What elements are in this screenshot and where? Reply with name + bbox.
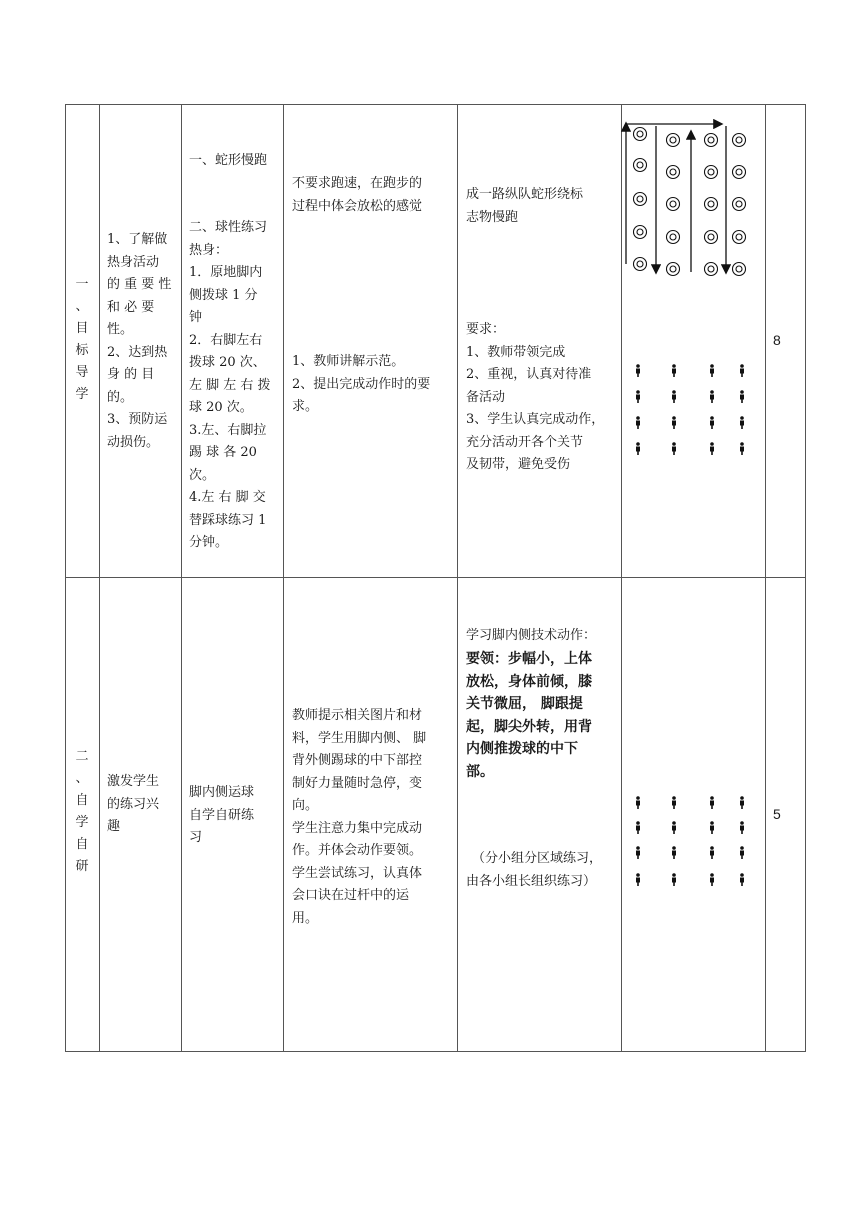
- col-border: [457, 104, 458, 1052]
- cone-marker-icon: [634, 226, 647, 239]
- student-figure-icon: [710, 442, 714, 455]
- student-figures: [636, 796, 744, 886]
- student-figure-icon: [636, 796, 640, 809]
- cone-marker-icon: [733, 263, 746, 276]
- student-text-1-top: 成一路纵队蛇形绕标 志物慢跑: [466, 187, 584, 225]
- student-figure-icon: [672, 416, 676, 429]
- cone-marker-icon: [667, 166, 680, 179]
- col-border: [283, 104, 284, 1052]
- cone-marker-icon: [667, 134, 680, 147]
- time-minutes-1: 8: [773, 332, 781, 348]
- goal-text-1: 1、了解做 热身活动 的 重 要 性 和 必 要 性。 2、达到热 身 的 目 的。 3、预防运 动损伤。: [107, 232, 172, 450]
- student-figure-icon: [636, 821, 640, 834]
- student-figure-icon: [740, 364, 744, 377]
- cone-marker-icon: [705, 134, 718, 147]
- cone-marker-icon: [733, 198, 746, 211]
- student-figure-icon: [740, 442, 744, 455]
- student-figure-icon: [636, 442, 640, 455]
- student-figure-icon: [672, 846, 676, 859]
- table-bottom-border: [65, 1051, 806, 1052]
- student-figure-icon: [672, 442, 676, 455]
- teacher-text-1-top: 不要求跑速，在跑步的 过程中体会放松的感觉: [292, 176, 423, 214]
- student-figure-icon: [672, 796, 676, 809]
- student-figure-icon: [740, 416, 744, 429]
- student-figure-icon: [740, 846, 744, 859]
- cone-marker-icon: [705, 166, 718, 179]
- student-intro-2: 学习脚内侧技术动作：: [466, 628, 597, 643]
- student-figure-icon: [740, 796, 744, 809]
- cone-marker-icon: [667, 198, 680, 211]
- student-figure-icon: [710, 873, 714, 886]
- content-title-snake-run: 一、蛇形慢跑: [189, 153, 268, 168]
- cone-marker-icon: [634, 193, 647, 206]
- cone-marker-icon: [733, 134, 746, 147]
- student-figure-icon: [636, 846, 640, 859]
- student-figure-icon: [636, 364, 640, 377]
- student-figure-icon: [710, 390, 714, 403]
- cone-marker-icon: [634, 128, 647, 141]
- student-figure-icon: [740, 390, 744, 403]
- student-figure-icon: [710, 364, 714, 377]
- cone-marker-icon: [705, 263, 718, 276]
- content-ball-practice: 二、球性练习 热身： 1．原地脚内 侧拨球 1 分 钟 2．右脚左右 拨球 20 次、 左 脚 左 右 拨 球 20 次。 3.左、右脚拉 踢 球 各 20 次。 4.左 右 脚 交 替踩球练习 1 分钟。: [189, 220, 271, 550]
- col-border: [181, 104, 182, 1052]
- snake-run-diagram: [621, 104, 765, 577]
- col-border: [765, 104, 766, 1052]
- cone-marker-icon: [705, 198, 718, 211]
- student-figure-icon: [672, 390, 676, 403]
- col-border: [99, 104, 100, 1052]
- student-figure-icon: [740, 873, 744, 886]
- student-figures: [636, 364, 744, 455]
- student-figure-icon: [710, 821, 714, 834]
- cone-marker-icon: [705, 231, 718, 244]
- cone-marker-icon: [634, 159, 647, 172]
- cone-marker-icon: [667, 263, 680, 276]
- student-requirements-1: 要求： 1、教师带领完成 2、重视，认真对待准 备活动 3、学生认真完成动作， 充分活动开各个关节 及韧带，避免受伤: [466, 322, 605, 472]
- student-figure-icon: [710, 846, 714, 859]
- student-figure-icon: [740, 821, 744, 834]
- student-note-2: （分小组分区域练习， 由各小组长组织练习）: [466, 851, 603, 889]
- student-figure-icon: [672, 873, 676, 886]
- cone-marker-icon: [733, 166, 746, 179]
- cone-marker-icon: [634, 258, 647, 271]
- student-key-points-2: 要领：步幅小，上体 放松，身体前倾，膝 关节微屈， 脚跟提 起，脚尖外转，用背 内侧推拨球的中下 部。: [466, 651, 592, 780]
- cone-marker-icon: [667, 231, 680, 244]
- group-formation-diagram: [621, 578, 765, 1050]
- goal-text-2: 激发学生 的练习兴 趣: [107, 774, 160, 834]
- col-border: [805, 104, 806, 1052]
- cone-marker-icon: [733, 231, 746, 244]
- student-figure-icon: [672, 821, 676, 834]
- time-minutes-2: 5: [773, 806, 781, 822]
- student-figure-icon: [636, 390, 640, 403]
- student-figure-icon: [710, 416, 714, 429]
- content-text-2: 脚内侧运球 自学自研练 习: [189, 785, 255, 845]
- student-figure-icon: [672, 364, 676, 377]
- student-figure-icon: [710, 796, 714, 809]
- teacher-text-2: 教师提示相关图片和材 料，学生用脚内侧、 脚 背外侧踢球的中下部控 制好力量随时急停，变 向。 学生注意力集中完成动 作。并体会动作要领。 学生尝试练习，认真体 会口诀在过杆中的运 用。: [292, 708, 427, 926]
- student-figure-icon: [636, 416, 640, 429]
- student-figure-icon: [636, 873, 640, 886]
- phase-label-1: 一 、 目 标 导 学: [75, 277, 89, 402]
- cone-markers: [634, 128, 746, 276]
- phase-label-2: 二 、 自 学 自 研: [75, 749, 89, 874]
- teacher-text-1-bottom: 1、教师讲解示范。 2、提出完成动作时的要 求。: [292, 354, 431, 414]
- col-border: [65, 104, 66, 1052]
